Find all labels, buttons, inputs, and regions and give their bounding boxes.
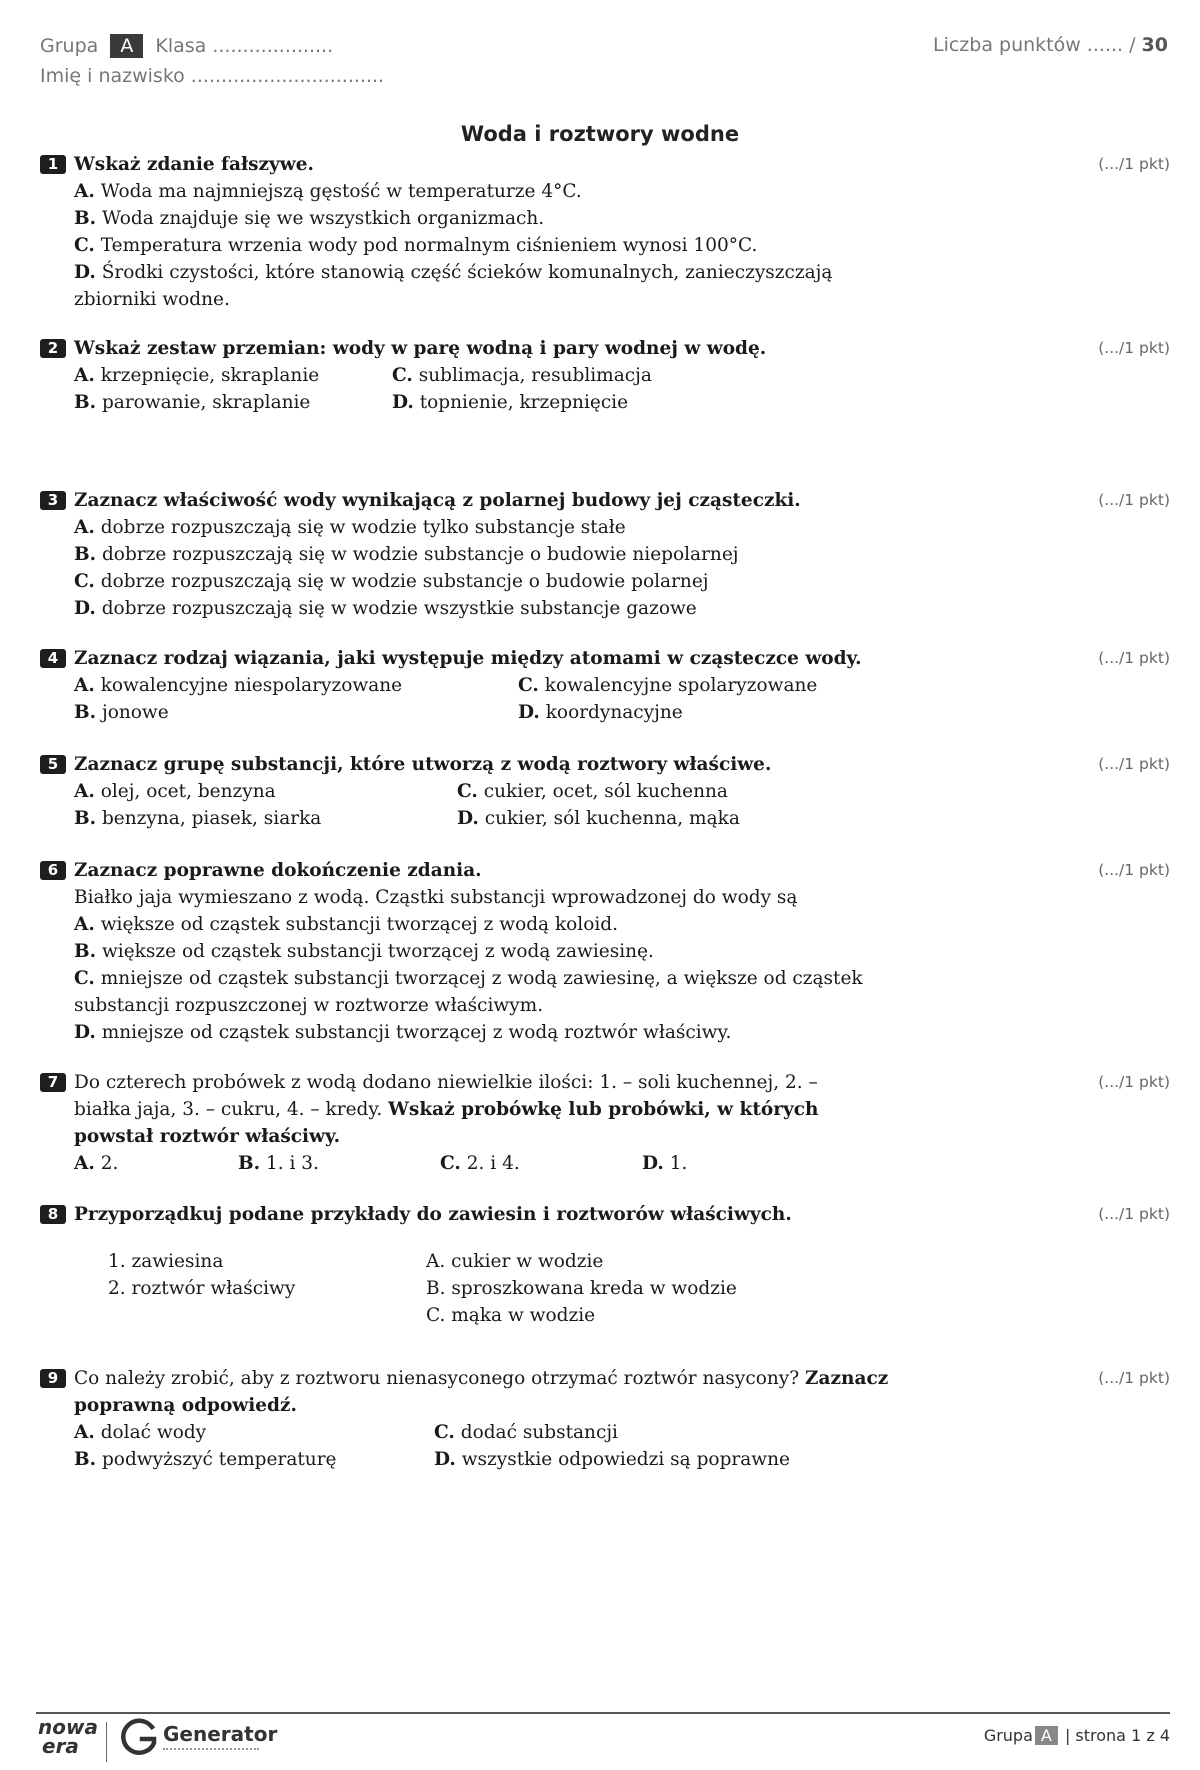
option-text: dolać wody [100,1422,207,1443]
option-b[interactable] [74,805,321,832]
name-field: Imię i nazwisko ................................ [40,65,385,87]
option-c[interactable] [74,965,894,1019]
option-letter: B. [74,1449,97,1470]
option-letter: C. [440,1153,461,1174]
points-slot: (.../1 pkt) [1098,1205,1170,1223]
option-letter: D. [518,702,540,723]
option-letter: A. [74,914,95,935]
option-text: benzyna, piasek, siarka [101,808,322,829]
option-letter: B. [74,808,97,829]
question-text: Zaznacz rodzaj wiązania, jaki występuje między atomami w cząsteczce wody. [74,648,862,669]
question-intro: Białko jaja wymieszano z wodą. Cząstki substancji wprowadzonej do wody są [74,887,798,908]
generator-logo-underline [163,1748,259,1753]
option-d[interactable] [74,259,894,313]
question-7 [40,1069,1170,1177]
option-text: wszystkie odpowiedzi są poprawne [461,1449,790,1470]
footer-page-info [984,1726,1170,1745]
option-text: topnienie, krzepnięcie [419,392,629,413]
option-text: kowalencyjne niespolaryzowane [100,675,403,696]
option-b[interactable] [74,389,310,416]
option-text: 2. i 4. [466,1153,520,1174]
question-9 [40,1365,1170,1473]
question-number: 4 [40,649,66,668]
option-text: 1. i 3. [265,1153,319,1174]
option-text: mniejsze od cząstek substancji tworzącej z wodą roztwór właściwy. [101,1022,732,1043]
points-slot: (.../1 pkt) [1098,861,1170,879]
page-title: Woda i roztwory wodne [460,122,740,146]
points-field [933,34,1168,56]
option-letter: C. [74,571,95,592]
question-number: 9 [40,1369,66,1388]
match-right-item: A. cukier w wodzie [426,1251,604,1272]
option-text: Woda znajduje się we wszystkich organizmach. [101,208,545,229]
option-c[interactable] [74,568,1170,595]
question-text: Zaznacz właściwość wody wynikającą z polarnej budowy jej cząsteczki. [74,490,801,511]
points-label: Liczba punktów ...... / [932,34,1136,56]
option-b[interactable] [74,938,1170,965]
footer-group-label: Grupa [983,1726,1033,1745]
option-text: koordynacyjne [545,702,683,723]
option-letter: A. [74,517,95,538]
option-letter: D. [74,598,96,619]
points-slot: (.../1 pkt) [1098,339,1170,357]
class-field: Klasa .................... [155,35,334,57]
option-text: Środki czystości, które stanowią część ścieków komunalnych, zanieczyszczają zbiorniki wodne. [74,262,833,310]
question-text: Wskaż zdanie fałszywe. [74,154,314,175]
option-letter: D. [457,808,479,829]
option-text: jonowe [101,702,169,723]
footer-group-badge: A [1035,1726,1058,1745]
match-left-item: 1. zawiesina [108,1251,224,1272]
option-text: dobrze rozpuszczają się w wodzie wszystkie substancje gazowe [101,598,697,619]
option-b[interactable] [74,699,169,726]
question-1 [40,151,1170,313]
option-letter: C. [434,1422,455,1443]
nowa-era-logo [38,1715,98,1758]
option-a[interactable] [74,1150,118,1177]
option-text: dobrze rozpuszczają się w wodzie substancje o budowie polarnej [100,571,709,592]
option-d[interactable] [74,1019,1170,1046]
option-text: Temperatura wrzenia wody pod normalnym ciśnieniem wynosi 100°C. [100,235,758,256]
option-c[interactable] [518,672,817,699]
match-right-item: C. mąka w wodzie [426,1305,596,1326]
question-8 [40,1201,1170,1338]
points-slot: (.../1 pkt) [1098,755,1170,773]
question-2 [40,335,1170,416]
option-b[interactable] [74,205,1170,232]
option-text: krzepnięcie, skraplanie [100,365,320,386]
question-5 [40,751,1170,832]
option-a[interactable] [74,1419,206,1446]
question-text-plain: Do czterech probówek z wodą dodano niewielkie ilości: 1. – soli kuchennej, 2. – białka jaja, 3. – cukru, 4. – kredy. [74,1072,818,1120]
question-4 [40,645,1170,726]
points-total: 30 [1141,34,1168,56]
page-number: | strona 1 z 4 [1064,1726,1170,1745]
option-text: kowalencyjne spolaryzowane [544,675,818,696]
points-slot: (.../1 pkt) [1098,1073,1170,1091]
option-a[interactable] [74,178,1170,205]
match-right-column [426,1248,737,1329]
points-slot: (.../1 pkt) [1098,491,1170,509]
option-text: Woda ma najmniejszą gęstość w temperaturze 4°C. [100,181,582,202]
option-letter: B. [74,544,97,565]
match-left-column [108,1248,295,1302]
option-text: sublimacja, resublimacja [418,365,652,386]
option-letter: C. [457,781,478,802]
option-letter: B. [74,702,97,723]
question-number: 2 [40,339,66,358]
option-c[interactable] [434,1419,618,1446]
question-number: 5 [40,755,66,774]
option-text: 2. [100,1153,119,1174]
option-c[interactable] [440,1150,520,1177]
option-b[interactable] [238,1150,319,1177]
generator-g-icon [118,1717,160,1759]
option-letter: D. [434,1449,456,1470]
option-b[interactable] [74,1446,337,1473]
logo-era-text: era [42,1734,79,1758]
option-d[interactable] [457,805,740,832]
option-text: podwyższyć temperaturę [101,1449,337,1470]
question-text: Zaznacz poprawne dokończenie zdania. [74,860,482,881]
option-text: cukier, ocet, sól kuchenna [483,781,728,802]
option-letter: A. [74,781,95,802]
question-text: Zaznacz grupę substancji, które utworzą z wodą roztwory właściwe. [74,754,772,775]
option-letter: A. [74,181,95,202]
option-c[interactable] [457,778,728,805]
group-badge: A [110,34,143,58]
option-a[interactable] [74,514,1170,541]
group-field [40,34,333,58]
option-d[interactable] [642,1150,687,1177]
option-a[interactable] [74,778,276,805]
option-letter: B. [74,392,97,413]
logo-separator [106,1722,107,1762]
match-right-item: B. sproszkowana kreda w wodzie [426,1278,737,1299]
option-d[interactable] [392,389,628,416]
option-text: większe od cząstek substancji tworzącej z wodą zawiesinę. [101,941,654,962]
option-letter: B. [74,941,97,962]
option-text: mniejsze od cząstek substancji tworzącej z wodą zawiesinę, a większe od cząstek substancji rozpuszczonej w roztworze właściwym. [74,968,863,1016]
option-letter: D. [642,1153,664,1174]
question-text: Przyporządkuj podane przykłady do zawiesin i roztworów właściwych. [74,1204,792,1225]
option-text: parowanie, skraplanie [101,392,311,413]
option-letter: C. [518,675,539,696]
option-d[interactable] [518,699,683,726]
points-slot: (.../1 pkt) [1098,1369,1170,1387]
option-a[interactable] [74,362,319,389]
option-letter: C. [74,235,95,256]
option-c[interactable] [74,232,1170,259]
logo-nowa-text: nowa [38,1715,98,1739]
question-number: 1 [40,155,66,174]
option-text: cukier, sól kuchenna, mąka [484,808,740,829]
option-letter: A. [74,365,95,386]
option-letter: B. [238,1153,261,1174]
question-number: 6 [40,861,66,880]
option-a[interactable] [74,911,1170,938]
option-letter: D. [74,1022,96,1043]
generator-logo-text: Generator [163,1722,278,1746]
option-letter: B. [74,208,97,229]
option-b[interactable] [74,541,1170,568]
option-d[interactable] [434,1446,790,1473]
question-text [74,1069,874,1150]
option-a[interactable] [74,672,402,699]
points-slot: (.../1 pkt) [1098,649,1170,667]
option-letter: C. [74,968,95,989]
question-number: 3 [40,491,66,510]
option-text: dodać substancji [460,1422,618,1443]
footer-divider [36,1712,1170,1714]
question-text [74,1365,904,1419]
option-letter: D. [392,392,414,413]
question-text-bold: Zaznacz poprawną odpowiedź. [74,1368,889,1416]
option-letter: A. [74,675,95,696]
question-3 [40,487,1170,622]
option-letter: D. [74,262,96,283]
question-6 [40,857,1170,1046]
match-left-item: 2. roztwór właściwy [108,1278,296,1299]
option-text: olej, ocet, benzyna [100,781,276,802]
question-number: 8 [40,1205,66,1224]
question-text-plain: Co należy zrobić, aby z roztworu nienasyconego otrzymać roztwór nasycony? [74,1368,800,1389]
option-letter: A. [74,1153,95,1174]
option-text: dobrze rozpuszczają się w wodzie substancje o budowie niepolarnej [101,544,739,565]
option-c[interactable] [392,362,652,389]
option-text: większe od cząstek substancji tworzącej z wodą koloid. [100,914,619,935]
option-text: 1. [669,1153,688,1174]
option-letter: C. [392,365,413,386]
group-label: Grupa [40,35,99,57]
question-number: 7 [40,1073,66,1092]
option-letter: A. [74,1422,95,1443]
question-text-bold: Wskaż probówkę lub probówki, w których powstał roztwór właściwy. [74,1099,819,1147]
option-text: dobrze rozpuszczają się w wodzie tylko substancje stałe [100,517,626,538]
question-text: Wskaż zestaw przemian: wody w parę wodną i pary wodnej w wodę. [74,338,767,359]
points-slot: (.../1 pkt) [1098,155,1170,173]
option-d[interactable] [74,595,1170,622]
